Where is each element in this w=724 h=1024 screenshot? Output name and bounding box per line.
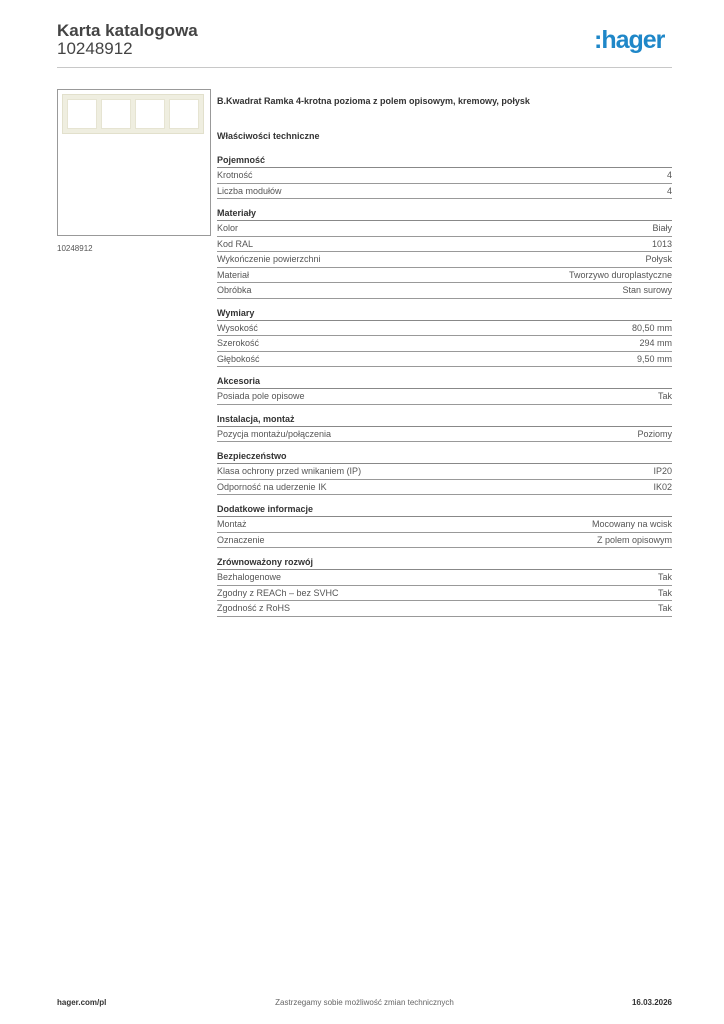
property-value: Poziomy (637, 428, 672, 439)
property-label: Szerokość (217, 338, 260, 348)
document-title: Karta katalogowa (57, 21, 198, 40)
hager-logo: :hager (594, 26, 665, 54)
property-row (217, 321, 672, 337)
property-value: IP20 (653, 466, 672, 476)
property-label: Pozycja montażu/połączenia (217, 428, 332, 439)
property-value: Biały (652, 223, 672, 233)
property-label: Głębokość (217, 353, 260, 364)
property-row (217, 480, 672, 496)
footer-disclaimer: Zastrzegamy sobie możliwość zmian technicznych (275, 998, 454, 1007)
property-row (217, 601, 672, 617)
property-row (217, 352, 672, 368)
property-label: Krotność (217, 170, 253, 180)
property-label: Obróbka (217, 285, 252, 295)
property-value: Tak (657, 587, 672, 598)
properties-heading: Właściwości techniczne (217, 131, 320, 141)
section (217, 504, 672, 548)
property-row (217, 586, 672, 602)
property-row (217, 517, 672, 533)
property-label: Zgodny z REACh – bez SVHC (217, 587, 339, 598)
property-row (217, 533, 672, 549)
property-row (217, 336, 672, 352)
property-value: IK02 (653, 481, 672, 492)
product-code: 10248912 (57, 39, 133, 58)
property-value: Tak (657, 603, 672, 613)
property-value: 294 mm (639, 338, 672, 348)
property-value: Mocowany na wcisk (591, 519, 672, 529)
section-heading: Wymiary (217, 308, 672, 321)
section-heading: Akcesoria (217, 376, 672, 389)
section-heading: Zrównoważony rozwój (217, 557, 672, 570)
property-label: Wykończenie powierzchni (217, 254, 321, 264)
section-heading: Instalacja, montaż (217, 414, 672, 427)
property-row (217, 464, 672, 480)
property-row (217, 570, 672, 586)
section (217, 414, 672, 443)
property-label: Klasa ochrony przed wnikaniem (IP) (217, 466, 362, 476)
product-details (217, 96, 672, 626)
property-label: Bezhalogenowe (217, 572, 282, 582)
property-row (217, 283, 672, 299)
property-label: Montaż (217, 519, 247, 529)
section (217, 557, 672, 617)
properties-sections (217, 155, 672, 617)
property-row (217, 252, 672, 268)
section (217, 155, 672, 199)
property-row (217, 427, 672, 443)
property-label: Liczba modułów (217, 185, 282, 196)
property-row (217, 237, 672, 253)
section (217, 308, 672, 368)
property-value: Tak (657, 572, 672, 582)
section (217, 208, 672, 299)
property-row (217, 221, 672, 237)
property-label: Kod RAL (217, 238, 254, 249)
property-label: Odporność na uderzenie IK (217, 481, 327, 492)
property-value: Stan surowy (622, 285, 672, 295)
section (217, 451, 672, 495)
section-heading: Materiały (217, 208, 672, 221)
frame-picture (62, 94, 204, 134)
property-value: 1013 (651, 238, 672, 249)
footer-website-link[interactable]: hager.com/pl (57, 998, 107, 1007)
property-label: Oznaczenie (217, 534, 265, 545)
property-value: 4 (666, 185, 672, 196)
product-title: B.Kwadrat Ramka 4-krotna pozioma z polem opisowym, kremowy, połysk (217, 96, 530, 106)
property-label: Kolor (217, 223, 239, 233)
property-value: Tak (657, 391, 672, 401)
property-row (217, 184, 672, 200)
section-heading: Dodatkowe informacje (217, 504, 672, 517)
property-label: Materiał (217, 269, 250, 280)
property-label: Zgodność z RoHS (217, 603, 291, 613)
property-value: Połysk (645, 254, 672, 264)
property-row (217, 389, 672, 405)
property-value: 4 (666, 170, 672, 180)
property-value: 80,50 mm (631, 322, 672, 333)
product-image (57, 89, 211, 236)
property-row (217, 268, 672, 284)
property-row (217, 168, 672, 184)
image-caption: 10248912 (57, 244, 93, 253)
header-divider (57, 67, 672, 68)
section-heading: Bezpieczeństwo (217, 451, 672, 464)
footer-date: 16.03.2026 (631, 998, 672, 1007)
property-value: Tworzywo duroplastyczne (568, 269, 672, 280)
section-heading: Pojemność (217, 155, 672, 168)
property-label: Posiada pole opisowe (217, 391, 305, 401)
property-label: Wysokość (217, 322, 258, 333)
section (217, 376, 672, 405)
property-value: 9,50 mm (636, 353, 672, 364)
property-value: Z polem opisowym (596, 534, 672, 545)
